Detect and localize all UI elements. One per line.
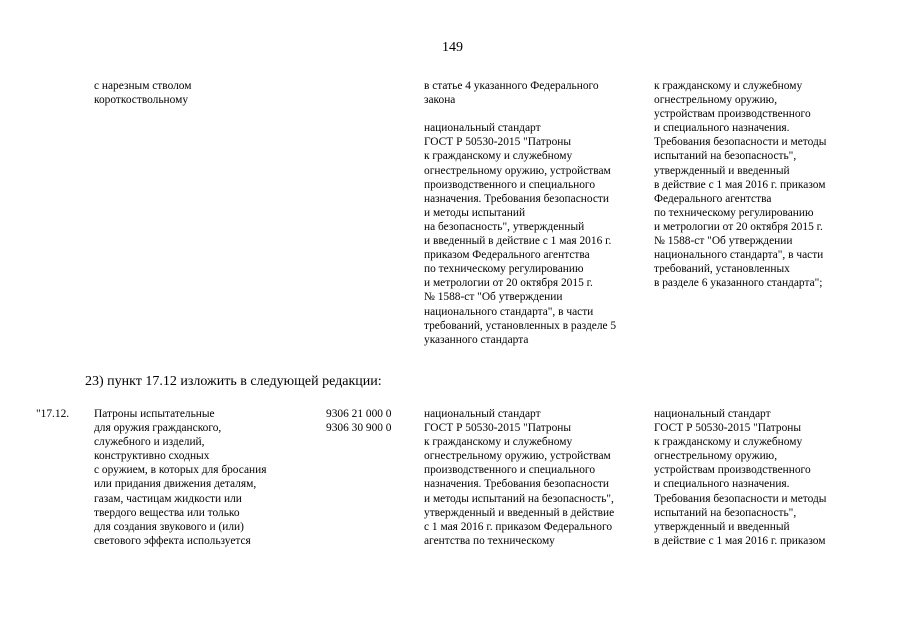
text-line: в статье 4 указанного Федерального [424,80,599,92]
text-line: испытаний на безопасность", [654,150,797,163]
text-line: Федерального агентства [654,192,772,205]
code-line: 9306 30 900 0 [326,422,392,435]
text-line: в действие с 1 мая 2016 г. приказом [654,534,826,547]
text-line: к гражданскому и служебному [424,436,573,449]
text-line: служебного и изделий, [94,436,205,449]
text-line: производственного и специального [424,178,596,191]
row-number-text: "17.12. [36,408,70,420]
text-line: назначения. Требования безопасности [424,478,609,491]
row-col3 [424,407,614,548]
row-col4 [654,407,826,548]
text-line: национального стандарта", в части [654,249,824,262]
text-line: ГОСТ Р 50530-2015 "Патроны [654,422,802,435]
text-line: для создания звукового и (или) [94,520,244,533]
text-line: по техническому регулированию [654,206,814,219]
text-line: и метрологии от 20 октября 2015 г. [654,220,823,233]
text-line: Требования безопасности и методы [654,136,827,149]
page-number: 149 [442,40,463,55]
text-line: устройствам производственного [654,108,811,121]
row-codes-col [326,407,392,435]
text-line: утвержденный и введенный [654,520,790,533]
text-line: национальный стандарт [424,408,541,420]
spacer [424,107,616,121]
text-line: огнестрельному оружию, [654,450,778,463]
text-line: требований, установленных [654,263,790,276]
text-line: огнестрельному оружию, устройствам [424,164,611,177]
text-line: твердого вещества или только [94,506,240,519]
text-line: короткоствольному [94,94,189,107]
text-line: требований, установленных в разделе 5 [424,319,617,332]
text-line: приказом Федерального агентства [424,249,590,262]
text-line: в действие с 1 мая 2016 г. приказом [654,178,826,191]
text-line: утвержденный и введенный в действие [424,506,615,519]
text-line: ГОСТ Р 50530-2015 "Патроны [424,422,572,435]
text-line: и метрологии от 20 октября 2015 г. [424,277,593,290]
text-line: устройствам производственного [654,464,811,477]
text-line: агентства по техническому [424,534,555,547]
text-line: и специального назначения. [654,122,790,135]
text-line: к гражданскому и служебному [654,436,803,449]
text-line: закона [424,94,456,107]
text-line: национальный стандарт [654,408,771,420]
text-line: с оружием, в которых для бросания [94,464,267,477]
text-line: к гражданскому и служебному [654,80,803,92]
text-line: светового эффекта используется [94,534,251,547]
top-col3 [424,79,616,347]
text-line: огнестрельному оружию, [654,94,778,107]
text-line: назначения. Требования безопасности [424,192,609,205]
text-line: к гражданскому и служебному [424,150,573,163]
text-line: Патроны испытательные [94,408,215,420]
text-line: и методы испытаний [424,206,526,219]
text-line: с нарезным стволом [94,80,192,92]
text-line: утвержденный и введенный [654,164,790,177]
text-line: огнестрельному оружию, устройствам [424,450,611,463]
text-line: Требования безопасности и методы [654,492,827,505]
text-line: и введенный в действие с 1 мая 2016 г. [424,235,612,248]
row-name-col [94,407,266,548]
text-line: производственного и специального [424,464,596,477]
text-line: в разделе 6 указанного стандарта"; [654,277,823,290]
text-line: № 1588-ст "Об утверждении [654,235,793,248]
text-line: с 1 мая 2016 г. приказом Федерального [424,520,613,533]
text-line: национальный стандарт [424,122,541,135]
text-line: испытаний на безопасность", [654,506,797,519]
text-line: на безопасность", утвержденный [424,220,585,233]
top-col1 [94,79,192,107]
text-line: ГОСТ Р 50530-2015 "Патроны [424,136,572,149]
text-line: по техническому регулированию [424,263,584,276]
text-line: конструктивно сходных [94,450,210,463]
row-number [36,407,69,421]
item-heading: 23) пункт 17.12 изложить в следующей редакции: [85,374,382,389]
text-line: № 1588-ст "Об утверждении [424,291,563,304]
text-line: для оружия гражданского, [94,422,222,435]
text-line: указанного стандарта [424,333,529,346]
top-col4 [654,79,826,290]
text-line: газам, частицам жидкости или [94,492,242,505]
code-line: 9306 21 000 0 [326,408,392,420]
text-line: национального стандарта", в части [424,305,594,318]
text-line: или придания движения деталям, [94,478,257,491]
text-line: и специального назначения. [654,478,790,491]
text-line: и методы испытаний на безопасность", [424,492,614,505]
